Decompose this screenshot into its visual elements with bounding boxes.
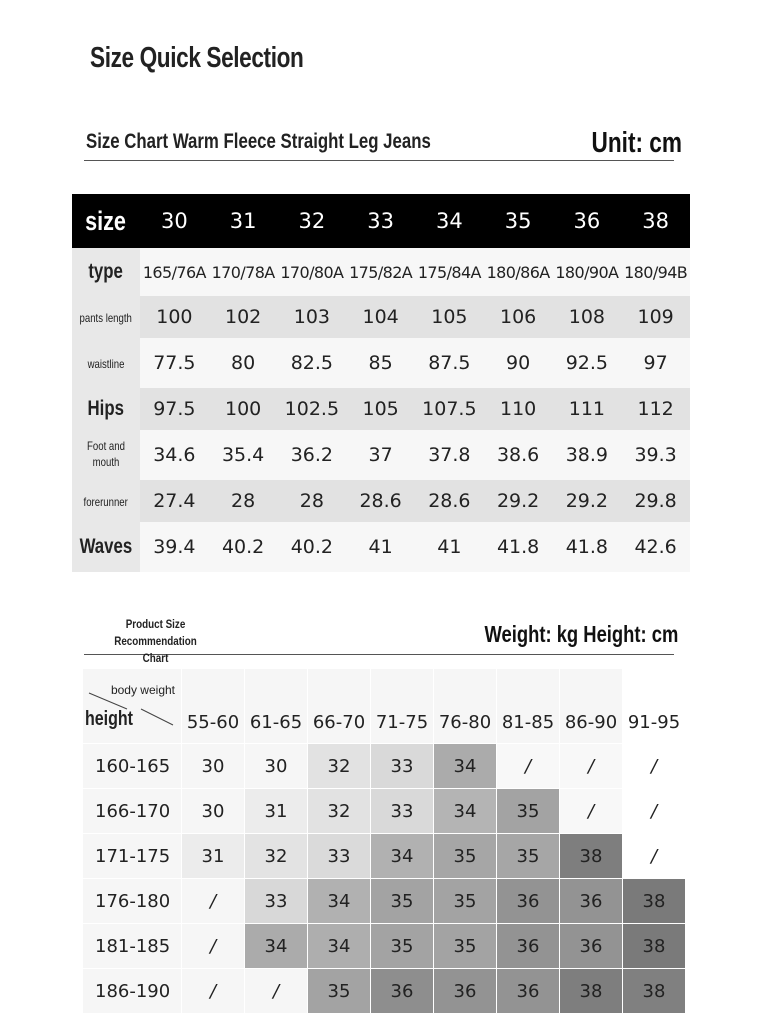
recommended-size-cell: 36 (560, 879, 622, 923)
recommended-size-cell: 34 (434, 789, 496, 833)
page-title: Size Quick Selection (90, 42, 304, 74)
corner-cell (83, 669, 181, 743)
size-row-label: pants length (72, 296, 140, 338)
height-row (83, 744, 685, 788)
size-cell: 100 (140, 296, 209, 338)
recommended-size-cell: 34 (371, 834, 433, 878)
size-cell: 100 (209, 388, 278, 430)
size-cell: 175/84A (415, 248, 484, 296)
size-cell: 102 (209, 296, 278, 338)
height-range-label: 181-185 (83, 924, 181, 968)
height-range-label: 186-190 (83, 969, 181, 1013)
recommended-size-cell: / (623, 744, 685, 788)
size-row-label: Hips (72, 388, 140, 430)
size-cell: 165/76A (140, 248, 209, 296)
size-cell: 175/82A (346, 248, 415, 296)
size-row (72, 296, 690, 338)
size-chart-unit: Unit: cm (591, 127, 682, 159)
recommended-size-cell: 32 (308, 744, 370, 788)
size-row-label: Waves (72, 522, 140, 572)
recommended-size-cell: 30 (182, 789, 244, 833)
size-row (72, 430, 690, 480)
recommended-size-cell: 33 (245, 879, 307, 923)
size-row (72, 388, 690, 430)
size-row (72, 522, 690, 572)
size-row-label: type (72, 248, 140, 296)
size-cell: 105 (415, 296, 484, 338)
size-cell: 106 (484, 296, 553, 338)
recommended-size-cell: 34 (245, 924, 307, 968)
size-cell: 41 (415, 522, 484, 572)
height-row (83, 969, 685, 1013)
size-cell: 41 (346, 522, 415, 572)
recommended-size-cell: 34 (308, 924, 370, 968)
recommended-size-cell: 35 (308, 969, 370, 1013)
recommended-size-cell: 34 (308, 879, 370, 923)
recommended-size-cell: 32 (308, 789, 370, 833)
recommended-size-cell: 36 (497, 969, 559, 1013)
recommended-size-cell: / (623, 834, 685, 878)
recommended-size-cell: 35 (434, 879, 496, 923)
recommended-size-cell: 33 (308, 834, 370, 878)
corner-height-label: height (85, 708, 133, 730)
recommended-size-cell: 38 (623, 924, 685, 968)
height-range-label: 160-165 (83, 744, 181, 788)
size-cell: 105 (346, 388, 415, 430)
size-column-header: 35 (484, 194, 553, 248)
size-cell: 97 (621, 338, 690, 388)
size-cell: 39.3 (621, 430, 690, 480)
size-column-header: 34 (415, 194, 484, 248)
height-row (83, 879, 685, 923)
size-chart-title: Size Chart Warm Fleece Straight Leg Jeans (86, 130, 431, 153)
size-cell: 40.2 (209, 522, 278, 572)
recommended-size-cell: / (182, 924, 244, 968)
size-cell: 87.5 (415, 338, 484, 388)
size-cell: 103 (278, 296, 347, 338)
recommended-size-cell: 36 (434, 969, 496, 1013)
weight-header-row (83, 669, 685, 743)
size-chart-table (72, 194, 690, 572)
size-cell: 40.2 (278, 522, 347, 572)
weight-column-header: 76-80 (434, 669, 496, 743)
size-cell: 28 (278, 480, 347, 522)
height-range-label: 176-180 (83, 879, 181, 923)
size-cell: 180/94B (621, 248, 690, 296)
size-cell: 28.6 (346, 480, 415, 522)
size-cell: 85 (346, 338, 415, 388)
recommended-size-cell: / (560, 789, 622, 833)
size-row (72, 248, 690, 296)
size-cell: 108 (553, 296, 622, 338)
size-cell: 29.2 (553, 480, 622, 522)
size-cell: 109 (621, 296, 690, 338)
recommended-size-cell: / (182, 969, 244, 1013)
recommended-size-cell: 30 (245, 744, 307, 788)
recommended-size-cell: / (623, 789, 685, 833)
weight-column-header: 86-90 (560, 669, 622, 743)
size-cell: 90 (484, 338, 553, 388)
recommended-size-cell: 35 (371, 879, 433, 923)
size-header-row (72, 194, 690, 248)
recommended-size-cell: / (497, 744, 559, 788)
size-cell: 170/80A (278, 248, 347, 296)
size-cell: 29.2 (484, 480, 553, 522)
size-cell: 27.4 (140, 480, 209, 522)
size-header-label: size (72, 194, 140, 248)
recommended-size-cell: 36 (497, 924, 559, 968)
recommended-size-cell: / (560, 744, 622, 788)
recommended-size-cell: 31 (245, 789, 307, 833)
recommended-size-cell: / (182, 879, 244, 923)
recommended-size-cell: 36 (560, 924, 622, 968)
recommendation-header (84, 608, 678, 665)
recommended-size-cell: / (245, 969, 307, 1013)
recommended-size-cell: 38 (623, 879, 685, 923)
recommended-size-cell: 38 (623, 969, 685, 1013)
weight-column-header: 71-75 (371, 669, 433, 743)
size-cell: 28.6 (415, 480, 484, 522)
size-cell: 80 (209, 338, 278, 388)
size-column-header: 31 (209, 194, 278, 248)
size-row-label: waistline (72, 338, 140, 388)
size-cell: 29.8 (621, 480, 690, 522)
size-cell: 41.8 (484, 522, 553, 572)
size-cell: 38.6 (484, 430, 553, 480)
size-cell: 102.5 (278, 388, 347, 430)
size-cell: 35.4 (209, 430, 278, 480)
size-column-header: 32 (278, 194, 347, 248)
weight-column-header: 61-65 (245, 669, 307, 743)
size-cell: 36.2 (278, 430, 347, 480)
size-column-header: 38 (621, 194, 690, 248)
corner-body-weight-label: body weight (110, 683, 175, 697)
size-cell: 107.5 (415, 388, 484, 430)
weight-column-header: 66-70 (308, 669, 370, 743)
height-range-label: 171-175 (83, 834, 181, 878)
size-cell: 110 (484, 388, 553, 430)
recommended-size-cell: 33 (371, 789, 433, 833)
size-cell: 111 (553, 388, 622, 430)
height-row (83, 789, 685, 833)
size-row (72, 338, 690, 388)
height-row (83, 924, 685, 968)
size-cell: 97.5 (140, 388, 209, 430)
recommended-size-cell: 35 (434, 924, 496, 968)
size-cell: 77.5 (140, 338, 209, 388)
size-cell: 38.9 (553, 430, 622, 480)
size-recommendation-table (82, 668, 686, 1014)
size-row-label: Foot and mouth (72, 430, 140, 480)
weight-column-header: 91-95 (623, 669, 685, 743)
size-cell: 37 (346, 430, 415, 480)
recommended-size-cell: 38 (560, 969, 622, 1013)
size-cell: 34.6 (140, 430, 209, 480)
recommended-size-cell: 36 (371, 969, 433, 1013)
recommended-size-cell: 35 (434, 834, 496, 878)
recommended-size-cell: 34 (434, 744, 496, 788)
recommended-size-cell: 38 (560, 834, 622, 878)
size-chart-header (84, 118, 682, 161)
height-range-label: 166-170 (83, 789, 181, 833)
weight-column-header: 81-85 (497, 669, 559, 743)
recommended-size-cell: 36 (497, 879, 559, 923)
size-cell: 92.5 (553, 338, 622, 388)
size-cell: 112 (621, 388, 690, 430)
size-cell: 39.4 (140, 522, 209, 572)
recommended-size-cell: 32 (245, 834, 307, 878)
recommended-size-cell: 35 (497, 834, 559, 878)
size-cell: 28 (209, 480, 278, 522)
recommended-size-cell: 35 (371, 924, 433, 968)
size-cell: 180/90A (553, 248, 622, 296)
size-row (72, 480, 690, 522)
recommended-size-cell: 31 (182, 834, 244, 878)
size-column-header: 30 (140, 194, 209, 248)
recommendation-unit: Weight: kg Height: cm (484, 621, 678, 647)
size-cell: 180/86A (484, 248, 553, 296)
size-cell: 41.8 (553, 522, 622, 572)
size-cell: 170/78A (209, 248, 278, 296)
size-row-label: forerunner (72, 480, 140, 522)
weight-column-header: 55-60 (182, 669, 244, 743)
size-cell: 42.6 (621, 522, 690, 572)
size-cell: 37.8 (415, 430, 484, 480)
recommended-size-cell: 30 (182, 744, 244, 788)
size-cell: 82.5 (278, 338, 347, 388)
size-cell: 104 (346, 296, 415, 338)
recommended-size-cell: 33 (371, 744, 433, 788)
recommendation-title: Product Size Recommendation Chart (114, 617, 197, 665)
height-row (83, 834, 685, 878)
size-column-header: 33 (346, 194, 415, 248)
recommended-size-cell: 35 (497, 789, 559, 833)
size-column-header: 36 (553, 194, 622, 248)
